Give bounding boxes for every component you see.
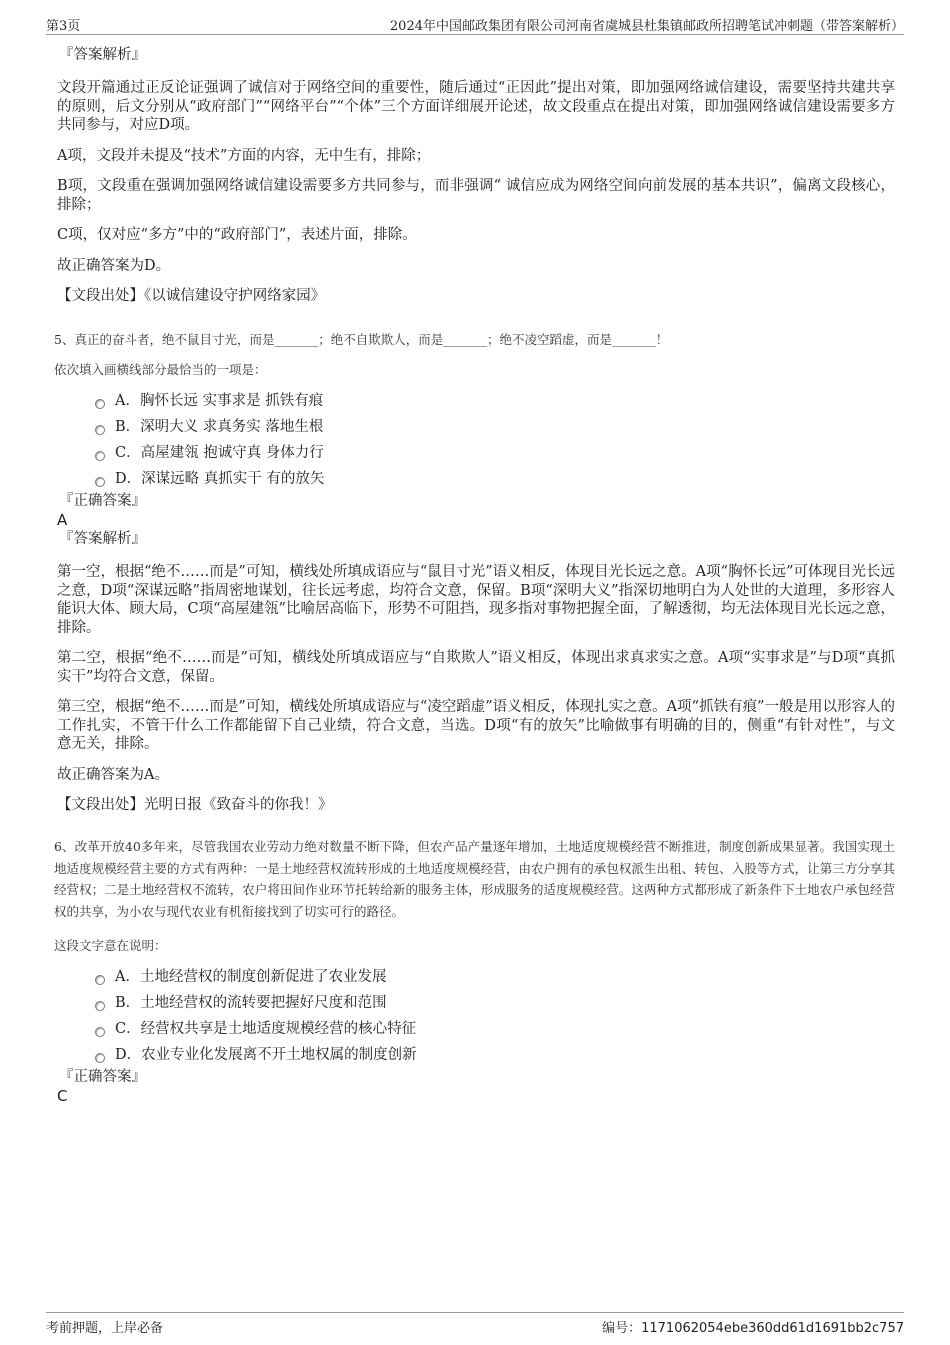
q6-option-a[interactable]: A．土地经营权的制度创新促进了农业发展: [95, 964, 895, 990]
q6-stem: 6、改革开放40多年来，尽管我国农业劳动力绝对数量不断下降，但农产品产量逐年增加，土地适度规模经营不断推进，制度创新成果显著。我国实现土地适度规模经营主要的方式有两种：一是土地经营权流转形成的土地适度规模经营，由农户拥有的承包权派生出租、转包、入股等方式，让第三方分享其经营权；二是土地经营权不流转，农户将田间作业环节托转给新的服务主体，形成服务的适度规模经营。这两种方式都形成了新条件下土地农户承包经营权的共享，为小农与现代农业有机衔接找到了切实可行的路径。: [54, 839, 895, 919]
document-id-label: 编号：: [602, 1321, 642, 1336]
page-content: [54, 46, 895, 1106]
q6-option-d[interactable]: D．农业专业化发展离不开土地权属的制度创新: [95, 1042, 895, 1068]
document-title: 2024年中国邮政集团有限公司河南省虞城县杜集镇邮政所招聘笔试冲刺题（带答案解析）: [389, 19, 904, 34]
q6-prompt: 这段文字意在说明：: [54, 938, 167, 953]
radio-icon[interactable]: [95, 477, 105, 487]
radio-icon[interactable]: [95, 425, 105, 435]
q5-option-b[interactable]: B．深明大义 求真务实 落地生根: [95, 414, 895, 440]
q6-option-b[interactable]: B．土地经营权的流转要把握好尺度和范围: [95, 990, 895, 1016]
q4-analysis-para-4: C项，仅对应“多方”中的“政府部门”，表述片面，排除。: [57, 227, 417, 243]
q6-options: [95, 964, 895, 1068]
q5-stem: 5、真正的奋斗者，绝不鼠目寸光，而是_______；绝不自欺欺人，而是_______；绝不凌空蹈虚，而是_______！: [54, 332, 669, 347]
q6-answer: C: [57, 1087, 68, 1105]
q4-source: 【文段出处】《以诚信建设守护网络家园》: [57, 288, 326, 304]
radio-icon[interactable]: [95, 1053, 105, 1063]
q5-analysis-para-1: 第一空，根据“绝不……而是”可知，横线处所填成语应与“鼠目寸光”语义相反，体现目光长远之意。A项“胸怀长远”可体现目光长远之意，D项“深谋远略”指周密地谋划，往长远考虑，均符合文意，保留。B项“深明大义”指深切地明白为人处世的大道理，多形容人能识大体、顾大局，C项“高屋建瓴”比喻居高临下，形势不可阻挡，现多指对事物把握全面，了解透彻，均无法体现目光长远之意，排除。: [57, 564, 895, 636]
q5-correct-label: 『正确答案』: [59, 493, 146, 509]
q5-option-d[interactable]: D．深谋远略 真抓实干 有的放矢: [95, 466, 895, 492]
q5-prompt: 依次填入画横线部分最恰当的一项是：: [54, 362, 267, 377]
q5-analysis-para-2: 第二空，根据“绝不……而是”可知，横线处所填成语应与“自欺欺人”语义相反，体现出求真求实之意。A项“实事求是”与D项“真抓实干”均符合文意，保留。: [57, 650, 895, 685]
q5-option-c[interactable]: C．高屋建瓴 抱诚守真 身体力行: [95, 440, 895, 466]
q6-correct-label: 『正确答案』: [59, 1069, 146, 1085]
radio-icon[interactable]: [95, 451, 105, 461]
radio-icon[interactable]: [95, 1001, 105, 1011]
page-footer: [46, 1312, 904, 1337]
q5-analysis-para-3: 第三空，根据“绝不……而是”可知，横线处所填成语应与“凌空蹈虚”语义相反，体现扎实之意。A项“抓铁有痕”一般是用以形容人的工作扎实，不管干什么工作都能留下自己业绩，符合文意，当选。D项“有的放矢”比喻做事有明确的目的，侧重“有针对性”，与文意无关，排除。: [57, 699, 895, 752]
radio-icon[interactable]: [95, 1027, 105, 1037]
q5-analysis-label: 『答案解析』: [59, 531, 146, 547]
document-id: [602, 1317, 904, 1336]
q6-option-c[interactable]: C．经营权共享是土地适度规模经营的核心特征: [95, 1016, 895, 1042]
q4-analysis-para-1: 文段开篇通过正反论证强调了诚信对于网络空间的重要性，随后通过“正因此”提出对策，即加强网络诚信建设，需要坚持共建共享的原则，后文分别从“政府部门”“网络平台”“个体”三个方面详细展开论述，故文段重点在提出对策，即加强网络诚信建设需要多方共同参与，对应D项。: [57, 80, 895, 133]
q4-analysis-para-2: A项，文段并未提及“技术”方面的内容，无中生有，排除；: [57, 147, 431, 164]
q5-option-a[interactable]: A．胸怀长远 实事求是 抓铁有痕: [95, 388, 895, 414]
q5-options: [95, 388, 895, 492]
footer-slogan: 考前押题，上岸必备: [46, 1321, 164, 1336]
document-id-value: 1171062054ebe360dd61d1691bb2c757: [641, 1321, 904, 1336]
q5-analysis-para-4: 故正确答案为A。: [57, 766, 169, 783]
q5-answer: A: [57, 511, 68, 529]
q4-analysis-label: 『答案解析』: [59, 47, 146, 63]
page-number: 第3页: [46, 19, 81, 34]
q4-analysis-para-5: 故正确答案为D。: [57, 257, 171, 274]
page-header: [46, 14, 904, 35]
radio-icon[interactable]: [95, 975, 105, 985]
q5-source: 【文段出处】光明日报《致奋斗的你我！》: [57, 797, 333, 813]
q4-analysis-para-3: B项，文段重在强调加强网络诚信建设需要多方共同参与，而非强调“ 诚信应成为网络空间向前发展的基本共识”，偏离文段核心，排除；: [57, 178, 895, 213]
radio-icon[interactable]: [95, 399, 105, 409]
